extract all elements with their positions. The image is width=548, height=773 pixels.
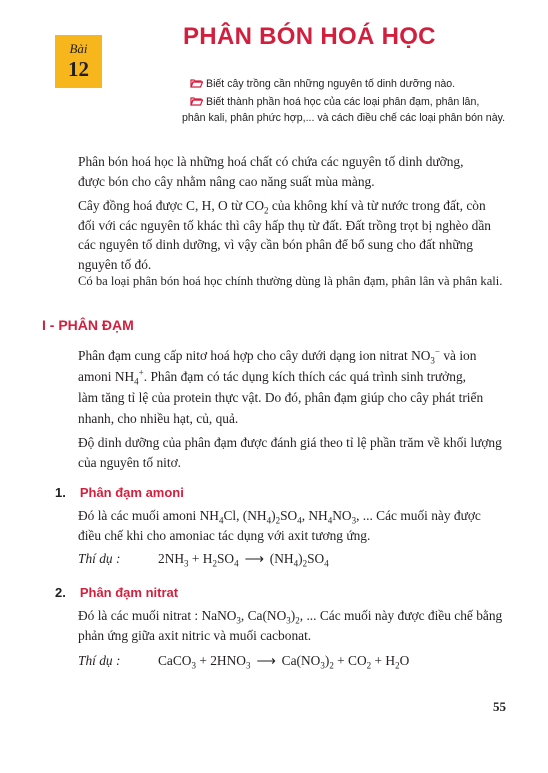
subsection-heading: 1. Phân đạm amoni [55,485,184,500]
ammonium-line: điều chế khi cho amoniac tác dụng với axit tương ứng. [78,527,371,543]
lesson-badge-word: Bài [69,41,88,56]
intro-line: Cây đồng hoá được C, H, O từ $CO_2$ của không khí và từ nước trong đất, còn [78,198,486,216]
nitrogen-line: Độ dinh dưỡng của phân đạm được đánh giá theo tỉ lệ phần trăm về khối lượng [78,435,502,450]
section-heading: I - PHÂN ĐẠM [42,317,134,333]
ammonium-text [78,506,510,545]
ammonium-equation: Thí dụ : $2NH_3 + H_2SO_4$ ⟶ $(NH_4)_2SO_4$ [78,551,329,569]
intro-line: Phân bón hoá học là những hoá chất có chứa các nguyên tố dinh dưỡng, [78,154,464,169]
nitrate-equation: Thí dụ : CaCO$_3$ + $2HNO_3$ ⟶ $Ca(NO_3)_2 + CO_2 + H_2O$ [78,653,410,671]
objective-text: Biết thành phần hoá học của các loại phân đạm, phân lân, [206,96,480,108]
lesson-badge-number: 12 [68,57,89,81]
folder-bullet-icon [190,77,203,93]
intro-line: các nguyên tố dinh dưỡng, vì vậy cần bón phân để bổ sung cho đất những [78,237,473,252]
nitrogen-line: của nguyên tố nitơ. [78,454,182,470]
intro-line: Có ba loại phân bón hoá học chính thường dùng là phân đạm, phân lân và phân kali. [78,274,503,288]
nitrate-line: phản ứng giữa axit nitric và muối cacbonat. [78,627,312,643]
nitrogen-line: Phân đạm cung cấp nitơ hoá hợp cho cây dưới dạng ion nitrat $NO_3^-$ và ion [78,346,477,366]
objective-item [190,76,455,93]
page-number: 55 [493,699,506,714]
nitrate-line: Đó là các muối nitrat : NaNO$_3$, $Ca(NO_3)_2$, ... Các muối này được điều chế bằng [78,608,503,626]
nitrogen-line: làm tăng tỉ lệ của protein thực vật. Do đó, phân đạm giúp cho cây phát triển [78,390,484,405]
objective-text-cont: phân kali, phân phức hợp,... và cách điều chế các loại phân bón này. [182,112,506,124]
intro-line: được bón cho cây nhằm nâng cao năng suất mùa màng. [78,173,375,189]
intro-line: nguyên tố đó. [78,256,152,272]
nitrogen-line: amoni $NH_4^+$. Phân đạm có tác dụng kích thích các quá trình sinh trưởng, [78,367,466,387]
lesson-badge [55,35,102,88]
nitrogen-line: nhanh, cho nhiều hạt, củ, quả. [78,411,239,426]
nitrogen-text [78,433,510,472]
nitrate-text [78,606,510,645]
intro-line: đối với các nguyên tố khác thì cây hấp thụ từ đất. Đất trồng trọt bị nghèo dần [78,217,491,233]
objective-item [190,94,479,111]
intro-text [78,272,510,292]
intro-text [78,152,510,191]
page-title: PHÂN BÓN HOÁ HỌC [183,23,436,50]
ammonium-line: Đó là các muối amoni $NH_4Cl$, $(NH_4)_2SO_4$, $NH_4NO_3$, ... Các muối này được [78,508,481,526]
intro-text [78,196,510,274]
subsection-heading: 2. Phân đạm nitrat [55,585,179,600]
folder-bullet-icon [190,95,203,111]
nitrogen-text [78,345,510,429]
objective-text: Biết cây trồng cần những nguyên tố dinh dưỡng nào. [206,78,456,90]
